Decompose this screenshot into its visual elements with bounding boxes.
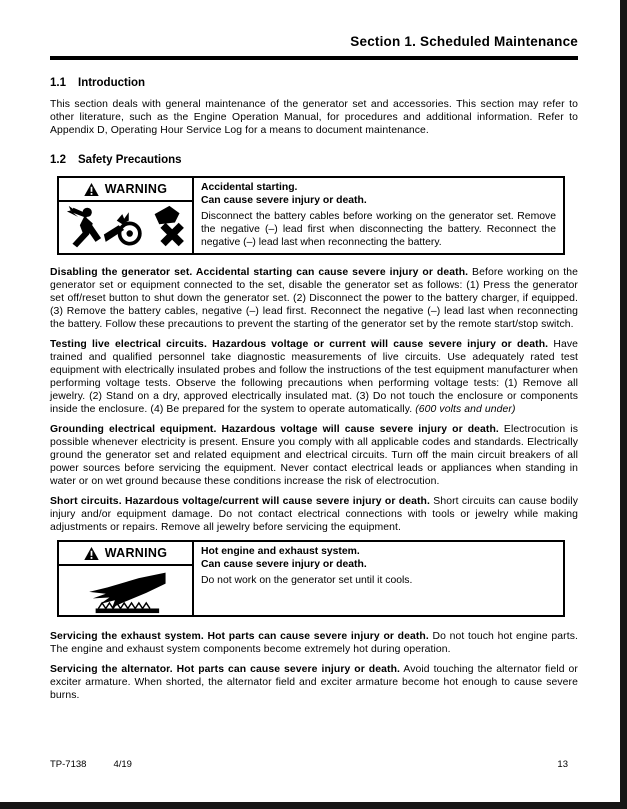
page-title: Section 1. Scheduled Maintenance xyxy=(350,34,578,49)
paragraph-body: Electrocution is possible whenever electricity is present. Ensure you comply with all applicable codes and standards. Electrically ground the generator set and related equipment and electrical circuits. Turn off the main circuit breakers of all power sources before servicing the equipment. Never contact electrical leads or appliances when standing in water or on wet ground because these conditions increase the risk of electrocution. xyxy=(50,424,578,487)
warning-signal-header xyxy=(59,542,192,566)
section-heading-safety-precautions xyxy=(50,154,578,166)
revision-date: 4/19 xyxy=(113,759,132,770)
hazard-instruction: Disconnect the battery cables before working on the generator set. Remove the negative (–) lead first when disconnecting the battery. Reconnect the negative (–) lead last when reconnecting the battery. xyxy=(201,211,556,248)
paragraph-lead: Servicing the alternator. Hot parts can cause severe injury or death. xyxy=(50,664,400,675)
paragraph-lead: Disabling the generator set. Accidental starting can cause severe injury or death. xyxy=(50,267,469,278)
warning-text-cell xyxy=(194,178,563,253)
paragraph-body: Have trained and qualified personnel take diagnostic measurements of live circuits. Use adequately rated test equipment with electrically insulated probes and follow the instructions of the test equipment manufacturer when performing voltage tests. Observe the following precautions when performing voltage tests: (1) Remove all jewelry. (2) Stand on a dry, approved electrically insulated mat. (3) Do not touch the enclosure or components inside the enclosure. (4) Be prepared for the system to operate automatically. xyxy=(50,339,579,415)
warning-triangle-icon xyxy=(84,547,99,560)
safety-paragraph-exhaust xyxy=(50,630,578,656)
warning-signal-cell xyxy=(59,178,194,253)
section-number: 1.2 xyxy=(50,154,66,166)
scan-edge-right xyxy=(620,0,627,809)
introduction-paragraph: This section deals with general maintenance of the generator set and accessories. This section may refer to other literature, such as the Engine Operation Manual, for procedures and additional information. Refer to Appendix D, Operating Hour Service Log for a means to document maintenance. xyxy=(50,99,578,136)
footer-left xyxy=(50,759,132,770)
paragraph-body: Do not touch hot engine parts. The engine and exhaust system components become extremely hot during operation. xyxy=(50,631,578,655)
title-rule xyxy=(50,56,578,60)
section-title: Introduction xyxy=(78,77,146,89)
paragraph-italic-note: (600 volts and under) xyxy=(412,404,516,415)
scan-edge-bottom xyxy=(0,802,627,809)
paragraph-body: Before working on the generator set or equipment connected to the set, disable the generator set as follows: (1) Press the generator set off/reset button to shut down the generator set. (2) Disconnect the power to the battery charger, if equipped. (3) Remove the battery cables, negative (–) lead first. Reconnect the negative (–) lead last when reconnecting the battery. Follow these precautions to prevent the starting of the generator set by the remote start/stop switch. xyxy=(50,267,578,330)
accidental-start-hazard-pictogram xyxy=(59,202,192,253)
paragraph-body: Short circuits can cause bodily injury and/or equipment damage. Do not contact electrical connections with tools or jewelry while making adjustments or repairs. Remove all jewelry before servicing the equipment. xyxy=(50,496,578,533)
paragraph-lead: Servicing the exhaust system. Hot parts can cause severe injury or death. xyxy=(50,631,429,642)
warning-box-accidental-starting xyxy=(57,176,565,255)
warning-signal-cell xyxy=(59,542,194,615)
safety-paragraph-testing xyxy=(50,338,578,416)
warning-text-cell xyxy=(194,542,563,615)
page-number: 13 xyxy=(557,759,568,770)
document-number: TP-7138 xyxy=(50,759,87,770)
safety-paragraph-alternator xyxy=(50,663,578,702)
safety-paragraph-short-circuits xyxy=(50,495,578,534)
warning-triangle-icon xyxy=(84,183,99,196)
section-number: 1.1 xyxy=(50,77,66,89)
hazard-title: Hot engine and exhaust system. xyxy=(201,546,360,557)
safety-paragraph-disabling xyxy=(50,266,578,331)
section-heading-introduction xyxy=(50,77,578,89)
hazard-title: Accidental starting. xyxy=(201,182,298,193)
warning-signal-header xyxy=(59,178,192,202)
page-footer xyxy=(50,759,578,770)
section-title: Safety Precautions xyxy=(78,154,182,166)
hazard-instruction: Do not work on the generator set until it cools. xyxy=(201,575,413,586)
paragraph-lead: Testing live electrical circuits. Hazardous voltage or current will cause severe injury or death. xyxy=(50,339,549,350)
hazard-consequence: Can cause severe injury or death. xyxy=(201,195,367,206)
page-content xyxy=(50,0,578,809)
safety-paragraph-grounding xyxy=(50,423,578,488)
paragraph-lead: Grounding electrical equipment. Hazardous voltage will cause severe injury or death. xyxy=(50,424,499,435)
warning-box-hot-engine xyxy=(57,540,565,617)
paragraph-body: Avoid touching the alternator field or exciter armature. When shorted, the alternator field and exciter armature become hot enough to cause severe burns. xyxy=(50,664,578,701)
hot-surface-hazard-pictogram xyxy=(59,566,192,615)
warning-label: WARNING xyxy=(104,182,168,196)
warning-label: WARNING xyxy=(104,546,168,560)
paragraph-lead: Short circuits. Hazardous voltage/current will cause severe injury or death. xyxy=(50,496,430,507)
hazard-consequence: Can cause severe injury or death. xyxy=(201,559,367,570)
